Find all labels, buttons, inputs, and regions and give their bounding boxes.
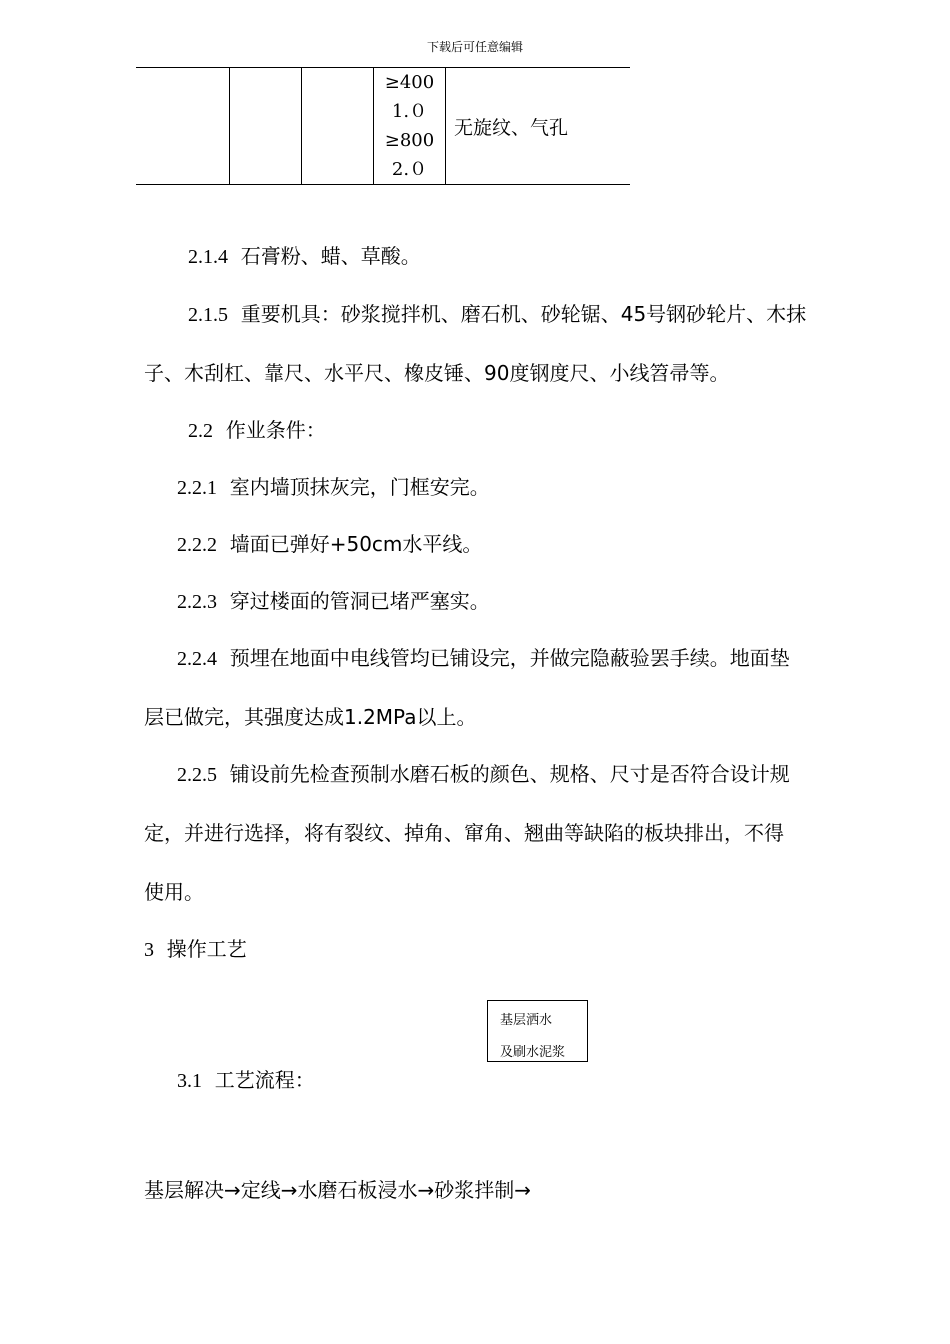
value-1: ≥400 (384, 72, 435, 93)
flow-box-line2: 及刷水泥浆 (500, 1045, 566, 1060)
para-2-2-2: 2.2.2 墙面已弹好+50cm水平线。 (177, 532, 483, 556)
para-2-1-4: 2.1.4 石膏粉、蜡、草酸。 (188, 244, 421, 268)
para-2-2: 2.2 作业条件： (188, 418, 326, 442)
para-2-2-1: 2.2.1 室内墙顶抹灰完，门框安完。 (177, 475, 490, 499)
spec-table (136, 67, 630, 185)
para-2-2-4-cont: 层已做完，其强度达成1.2MPa以上。 (144, 705, 477, 729)
table-cell-note: 无旋纹、气孔 (446, 68, 631, 185)
flow-box-line1: 基层洒水 (500, 1013, 553, 1028)
para-2-1-5-cont: 子、木刮杠、靠尺、水平尺、橡皮锤、90度钢度尺、小线笤帚等。 (144, 361, 730, 385)
table-cell-values (374, 68, 446, 185)
section-3-heading: 3 操作工艺 (144, 937, 247, 961)
page-header: 下载后可任意编辑 (426, 40, 523, 54)
process-flow: 基层解决→定线→水磨石板浸水→砂浆拌制→ (144, 1178, 532, 1202)
para-2-2-5: 2.2.5 铺设前先检查预制水磨石板的颜色、规格、尺寸是否符合设计规 (177, 762, 790, 786)
value-2: 1.０ (391, 101, 428, 122)
para-2-2-4: 2.2.4 预埋在地面中电线管均已铺设完，并做完隐蔽验罢手续。地面垫 (177, 646, 790, 670)
table-cell (136, 68, 230, 185)
value-4: 2.０ (391, 159, 428, 180)
table-cell (230, 68, 302, 185)
table-row (136, 68, 630, 185)
para-2-2-3: 2.2.3 穿过楼面的管洞已堵严塞实。 (177, 589, 490, 613)
para-2-2-5-cont: 定，并进行选择，将有裂纹、掉角、窜角、翘曲等缺陷的板块排出，不得 (144, 821, 784, 845)
para-3-1: 3.1 工艺流程： (177, 1068, 315, 1092)
para-2-1-5: 2.1.5 重要机具：砂浆搅拌机、磨石机、砂轮锯、45号钢砂轮片、木抹 (188, 302, 807, 326)
value-3: ≥800 (384, 130, 435, 151)
table-cell (302, 68, 374, 185)
para-2-2-5-end: 使用。 (144, 880, 204, 904)
flow-box (487, 1000, 588, 1062)
